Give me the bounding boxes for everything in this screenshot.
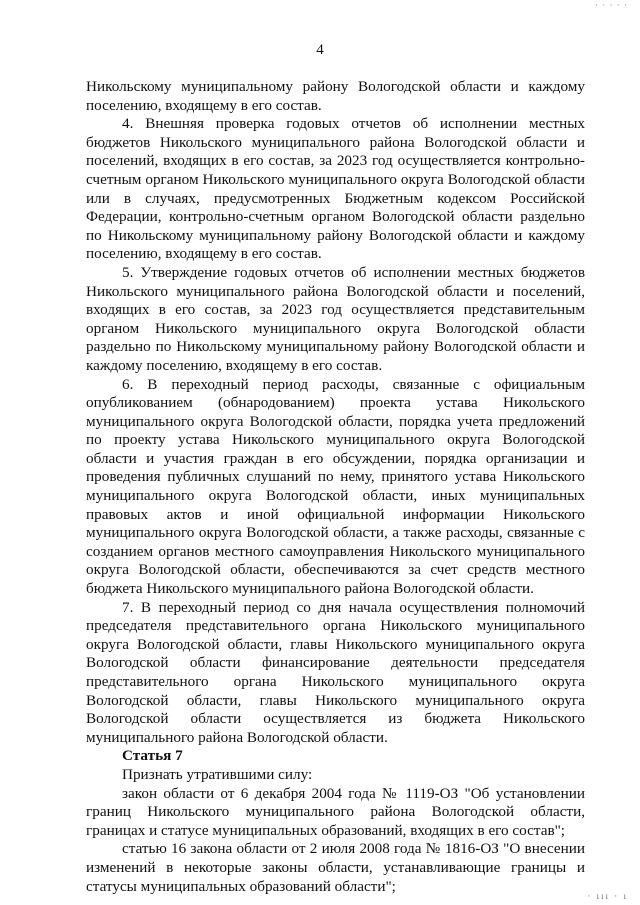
article-paragraph-law-1119: закон области от 6 декабря 2004 года № 1119-ОЗ "Об установлении границ Никольского муниципального района Вологодской области, границах и статусе муниципальных образований, входящих в его состав"; xyxy=(86,784,585,839)
document-body xyxy=(86,78,585,896)
paragraph-item-4: 4. Внешняя проверка годовых отчетов об исполнении местных бюджетов Никольского муниципального района Вологодской области и поселений, входящих в его состав, за 2023 год осуществляется контрольно-счетным органом Никольского муниципального округа Вологодской области или в случаях, предусмотренных Бюджетным кодексом Российской Федерации, контрольно-счетным органом Вологодской области раздельно по Никольскому муниципальному району Вологодской области и каждому поселению, входящему в его состав. xyxy=(86,115,585,263)
paragraph-item-7: 7. В переходный период со дня начала осуществления полномочий председателя представительного органа Никольского муниципального округа Вологодской области, главы Никольского муниципального округа Вологодской области финансирование деятельности председателя представительного органа Никольского муниципального округа Вологодской области, главы Никольского муниципального округа Вологодской области осуществляется из бюджета Никольского муниципального района Вологодской области. xyxy=(86,598,585,746)
page-number: 4 xyxy=(316,42,324,58)
paragraph-item-6: 6. В переходный период расходы, связанные с официальным опубликованием (обнародованием) проекта устава Никольского муниципального округа Вологодской области, порядка учета предложений по проекту устава Никольского муниципального округа Вологодской области и участия граждан в его обсуждении, порядка организации и проведения публичных слушаний по нему, принятого устава Никольского муниципального округа Вологодской области, иных муниципальных правовых актов и иной официальной информации Никольского муниципального округа Вологодской области, а также расходы, связанные с созданием органов местного самоуправления Никольского муниципального округа Вологодской области, обеспечиваются за счет средств местного бюджета Никольского муниципального района Вологодской области. xyxy=(86,375,585,598)
scan-edge-mark-bottom: · ııı · ı xyxy=(587,891,628,901)
paragraph-item-5: 5. Утверждение годовых отчетов об исполнении местных бюджетов Никольского муниципального района Вологодской области и поселений, входящих в его состав, за 2023 год осуществляется представительным органом Никольского муниципального округа Вологодской области раздельно по Никольскому муниципальному району Вологодской области и каждому поселению, входящему в его состав. xyxy=(86,263,585,374)
article-paragraph-intro: Признать утратившими силу: xyxy=(122,765,313,783)
scan-edge-mark: · · · · · xyxy=(595,0,628,10)
paragraph-continuation: Никольскому муниципальному району Вологодской области и каждому поселению, входящему в его состав. xyxy=(86,78,585,114)
article-title: Статья 7 xyxy=(122,747,183,765)
article-paragraph-law-1816: статью 16 закона области от 2 июля 2008 года № 1816-ОЗ "О внесении изменений в некоторые законы области, устанавливающие границы и статусы муниципальных образований области"; xyxy=(86,840,585,895)
